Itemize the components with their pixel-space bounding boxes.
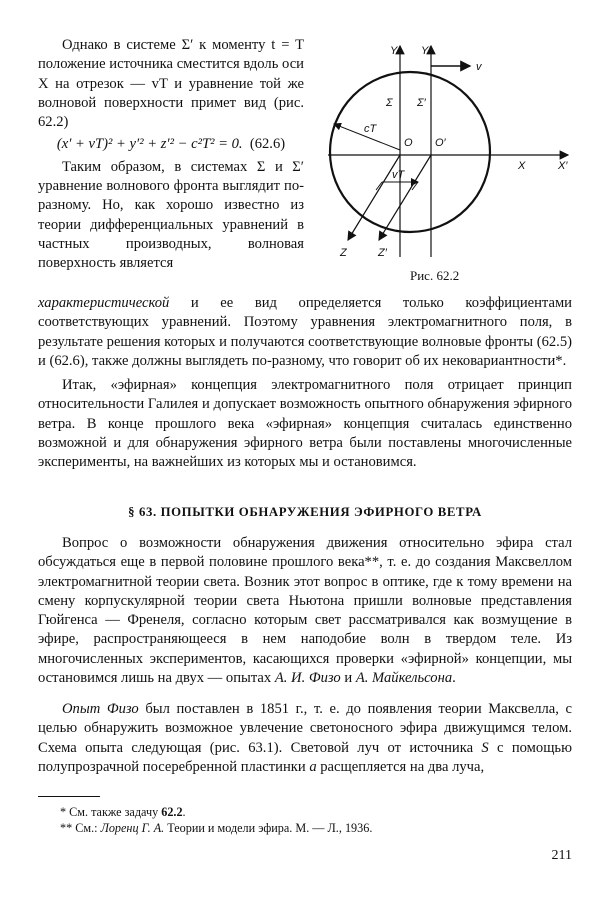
section-heading: § 63. ПОПЫТКИ ОБНАРУЖЕНИЯ ЭФИРНОГО ВЕТРА xyxy=(128,505,482,519)
fizeau-text-3: расщепляется на два луча, xyxy=(316,758,485,775)
footnote-2-text-1: См.: xyxy=(75,821,101,835)
paragraph-continuation xyxy=(38,294,572,371)
label-ct: cT xyxy=(364,123,377,135)
paragraph-thus: Таким образом, в системах Σ и Σ′ уравнение волнового фронта выглядит по-разному. Но, как хорошо известно из теории дифференциальных уравнений в частных производных, волновая поверхность является xyxy=(38,158,304,272)
name-michelson: А. Майкельсона xyxy=(355,670,453,687)
paragraph-fizeau xyxy=(38,700,572,777)
label-o-prime: O′ xyxy=(435,137,446,149)
label-vt: vT xyxy=(392,169,405,181)
fizeau-text-2: с помощью полупрозрачной посеребренной пластинки xyxy=(38,739,572,775)
left-column-text xyxy=(38,36,304,274)
fizeau-lead: Опыт Физо xyxy=(62,701,139,717)
paragraph-system-sigma-prime: Однако в системе Σ′ к моменту t = T положение источника сместится вдоль оси X на отрезок — vT и уравнение той же волновой поверхности примет вид (рис. 62.2) xyxy=(38,37,304,131)
vt-tick-right xyxy=(412,182,418,190)
footnote-1-end: . xyxy=(182,805,186,819)
equation-body: (x′ + vT)² + y′² + z′² − c²T² = 0. xyxy=(56,136,243,153)
label-sigma-prime: Σ′ xyxy=(417,97,426,109)
footnote-rule xyxy=(38,796,100,797)
z-axis xyxy=(348,155,400,240)
wavefront-circle xyxy=(330,72,490,232)
label-z-prime: Z′ xyxy=(378,247,387,259)
footnote-1 xyxy=(60,804,570,820)
fizeau-text-1: был поставлен в 1851 г., т. е. до появления теории Максвелла, с целью обнаружить возможное увлечение светоносного эфира движущимся телом. Схема опыта следующая (рис. 63.1). Световой луч от источника xyxy=(38,701,572,756)
wavefront-diagram xyxy=(318,32,580,272)
continuation-text: и ее вид определяется только коэффициентами соответствующих уравнений. Поэтому уравнения электромагнитного поля, в результате решения которых и получаются соответствующие волновые фронты (62.5) и (62.6), также должны выглядеть по-разному, что говорит об их нековариантности*. xyxy=(38,295,572,369)
section-intro-text: Вопрос о возможности обнаружения движения относительно эфира стал обсуждаться еще в первой половине прошлого века**, т. е. до создания Максвеллом электромагнитной теории света. Возник этот вопрос в оптике, где к тому времени на смену корпускулярной теории света Ньютона пришли волновые представления Гюйгенса — Френеля, согласно которым свет рассматривался как возмущение в эфире, распространяющееся в нем наподобие волн в твердом теле. Из многочисленных экспериментов, касающихся проверки «эфирной» концепции, мы остановимся лишь на двух — опытах xyxy=(38,535,572,687)
symbol-a: a xyxy=(309,758,317,775)
footnote-2-text-2: Теории и модели эфира. М. — Л., 1936. xyxy=(164,821,373,835)
z-prime-axis xyxy=(379,155,431,240)
label-y-prime: Y′ xyxy=(421,45,431,57)
name-fizeau: А. И. Физо xyxy=(274,670,341,687)
label-x-prime: X′ xyxy=(558,160,568,172)
label-x: X xyxy=(518,160,526,172)
figure-caption: Рис. 62.2 xyxy=(410,268,460,283)
paragraph-itak: Итак, «эфирная» концепция электромагнитного поля отрицает принцип относительности Галилея и допускает возможность опытного обнаружения эфирного ветра. В конце прошлого века «эфирная» концепция считалась единственно возможной и для обнаружения эфирного ветра были поставлены многочисленные эксперименты, на важнейших из которых мы и остановимся. xyxy=(38,377,572,471)
footnote-2 xyxy=(60,820,570,836)
label-sigma: Σ xyxy=(386,97,393,109)
equation-62-6 xyxy=(38,135,304,154)
footnote-1-mark: * xyxy=(60,805,67,819)
equation-number: (62.6) xyxy=(249,136,286,153)
italic-term: характеристической xyxy=(38,295,170,311)
symbol-s: S xyxy=(481,739,489,756)
label-v: v xyxy=(476,61,482,73)
label-z: Z xyxy=(340,247,347,259)
footnote-1-ref: 62.2 xyxy=(161,805,183,819)
section-intro-end: . xyxy=(452,670,456,687)
footnote-1-text: См. также задачу xyxy=(69,805,162,819)
footnote-2-mark: ** xyxy=(60,821,73,835)
conjunction: и xyxy=(340,670,356,687)
paragraph-section-intro xyxy=(38,534,572,688)
label-o: O xyxy=(404,137,413,149)
page-number: 211 xyxy=(551,848,572,863)
footnote-2-author: Лоренц Г. А. xyxy=(100,821,165,835)
label-y: Y xyxy=(390,45,398,57)
